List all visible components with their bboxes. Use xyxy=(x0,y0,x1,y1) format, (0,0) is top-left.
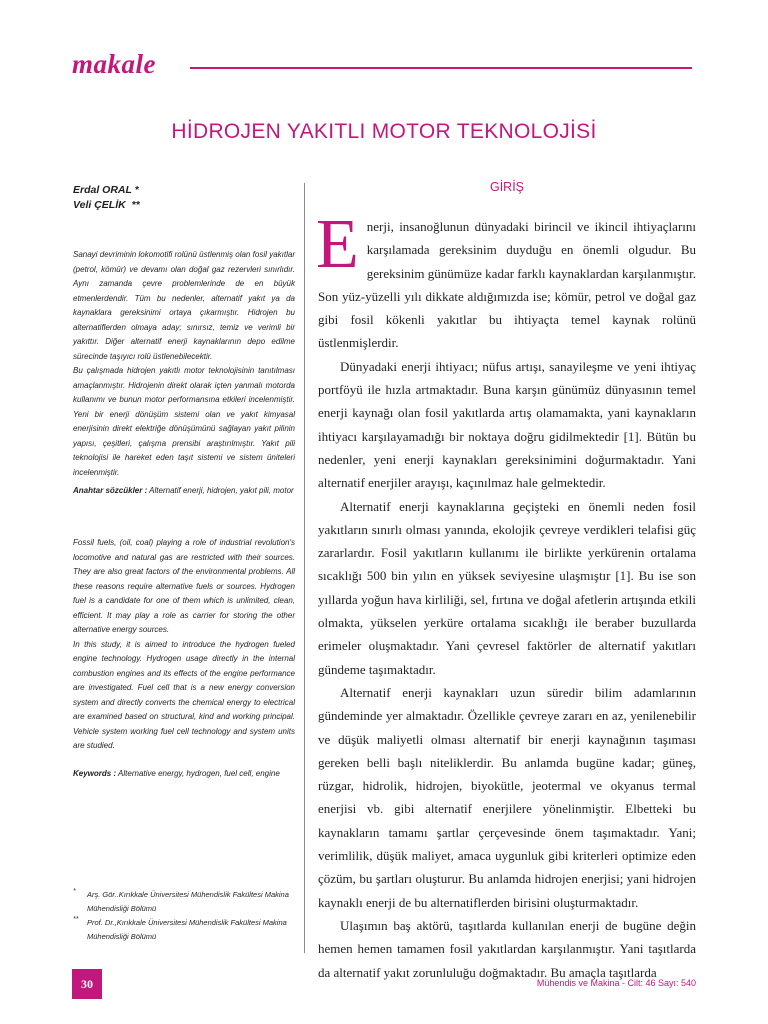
abstract-turkish xyxy=(73,248,295,480)
body-text xyxy=(316,206,696,984)
page-number: 30 xyxy=(72,969,102,999)
abstract-tr-paragraph: Sanayi devriminin lokomotifi rolünü üstlenmiş olan fosil yakıtlar (petrol, kömür) ve devamı olan doğal gaz rezervleri sınırlıdır. Aynı zamanda çevre problemlerinde de en büyük etmenlerdendir. Tüm bu nedenler, alternatif yakıt ya da kaynaklara gereksinimi ortaya çıkarmıştır. Hidrojen bu alternatiflerden olmaya aday; sınırsız, temiz ve verimli bir yakıttır. Diğer alternatif enerji kaynaklarının depo edilme sürecinde taşıyıcı rolü üstlenebilecektir. xyxy=(73,250,295,361)
journal-info: Mühendis ve Makina - Cilt: 46 Sayı: 540 xyxy=(536,978,696,988)
keywords-turkish xyxy=(73,484,295,499)
keywords-en-text: Alternative energy, hydrogen, fuel cell, engine xyxy=(116,769,280,778)
keywords-tr-text: Alternatif enerji, hidrojen, yakıt pili, motor xyxy=(147,486,294,495)
article-title: HİDROJEN YAKITLI MOTOR TEKNOLOJİSİ xyxy=(171,120,597,143)
body-paragraph: Dünyadaki enerji ihtiyacı; nüfus artışı, sanayileşme ve yeni ihtiyaç portföyü ile hızla artmaktadır. Buna karşın günümüz dünyasının temel enerji kaynağı olan fosil yakıtlarda artış olamamakta, yani kaynakların ihtiyacı karşılayamadığı bir noktaya doğru gidilmektedir [1]. Bütün bu nedenler, yeni enerji kaynakları gereksinimini doğurmaktadır. Yani alternatif enerjiler arayışı, kaçınılmaz hale gelmektedir. xyxy=(318,358,696,491)
body-paragraph: Ulaşımın baş aktörü, taşıtlarda kullanılan enerji de bugüne değin hemen hemen tamamen fosil yakıtlardan karşılanmıştır. Yani taşıtlarda da alternatif yakıt zorunluluğu doğmaktadır. Bu amaçla taşıtlarda xyxy=(318,917,696,980)
footnote-text: Prof. Dr.,Kırıkkale Üniversitesi Mühendislik Fakültesi Makina Mühendisliği Bölümü xyxy=(87,918,287,941)
drop-cap: E xyxy=(316,206,359,283)
footnote xyxy=(73,916,295,944)
authors: Erdal ORAL * Veli ÇELİK ** xyxy=(73,184,140,211)
author-footnotes xyxy=(73,888,295,944)
footnote-mark: * xyxy=(73,888,76,895)
header-rule xyxy=(190,67,692,69)
body-paragraph: Alternatif enerji kaynakları uzun süredir bilim adamlarının gündeminde yer almaktadır. Özellikle çevreye zararı en az, yenilenebilir ve düşük maliyetli olması alternatif bir enerji kaynağının taşıması gereken belli başlı niteliklerdir. Bu anlamda bugüne kadar; güneş, rüzgar, hidrolik, hidrojen, biyokütle, jeotermal ve okyanus termal enerjisi vb. gibi alternatif enerjilere yönelinmiştir. Elbetteki bu kaynakların tamamı şartlar çerçevesinde önem taşımaktadır. Yani; verimlilik, düşük maliyet, amaca uygunluk gibi kriterleri optimize eden çözüm, bu şartları oluşturur. Bu anlamda hidrojen enerjisi; yani hidrojen kaynaklı enerji de bu alternatiflerden birisini oluşturmaktadır. xyxy=(318,684,696,910)
abstract-en-paragraph: In this study, it is aimed to introduce the hydrogen fueled engine technology. Hydrogen usage directly in the internal combustion engines and its effects of the engine performance are investigated. Fuel cell that is a new energy conversion system and directly converts the chemical energy to electrical are examined based on structural, kind and working principal. Vehicle system working fuel cell technology and system units are studied. xyxy=(73,639,295,750)
body-paragraph xyxy=(316,206,696,355)
keywords-en-label: Keywords : xyxy=(73,769,117,778)
body-paragraph: Alternatif enerji kaynaklarına geçişteki en önemli neden fosil yakıtların sınırlı olması yanında, ekolojik çevreye verdikleri telafisi güç zararlardır. Fosil yakıtların kullanımı ile birlikte yerkürenin ortalama sıcaklığı 500 bin yılın en yüksek seviyesine ulaşmıştır [1]. Bu ise son yıllarda yoğun hava kirliliği, sel, fırtına ve doğal afetlerin artışında etkili olmakta, yükselen yerküre ortalama sıcaklığı ile beraber buzullarda erimeler oluşmaktadır. Yani çevresel faktörler de alternatif yakıtları gündeme taşımaktadır. xyxy=(318,498,696,677)
keywords-tr-label: Anahtar sözcükler : xyxy=(73,486,148,495)
footnote-text: Arş. Gör..Kırıkkale Üniversitesi Mühendislik Fakültesi Makina Mühendisliği Bölümü xyxy=(87,890,289,913)
abstract-tr-paragraph: Bu çalışmada hidrojen yakıtlı motor teknolojisinin tanıtılması amaçlanmıştır. Hidrojenin direkt olarak içten yanmalı motorda kullanımı ve bunun motor performansına etkileri incelenmiştir. Yeni bir enerji dönüşüm sistemi olan ve yakıt kimyasal enerjisinin direkt elektriğe dönüşümünü sağlayan yakıt pilinin yapısı, çeşitleri, çalışma prensibi araştırılmıştır. Yakıt pili teknolojisi ile hareket eden taşıt sistemi ve sistem üniteleri incelenmiştir. xyxy=(73,366,295,477)
footnote-mark: ** xyxy=(73,916,79,923)
section-label: makale xyxy=(72,49,156,79)
abstract-english xyxy=(73,536,295,754)
column-divider xyxy=(304,183,305,953)
abstract-en-paragraph: Fossil fuels, (oil, coal) playing a role of industrial revolution's locomotive and natural gas are restricted with their sources. They are also great factors of the environmental problems. All these reasons require alternative fuels or sources. Hydrogen fuel is a candidate for one of them which is unlimited, clean, efficient. It may play a role as carrier for storing the other alternative energy sources. xyxy=(73,538,295,634)
footnote xyxy=(73,888,295,916)
body-paragraph-text: nerji, insanoğlunun dünyadaki birincil ve ikincil ihtiyaçlarını karşılamada gereksinim duyduğu en önemli olgudur. Bu gereksinim günümüze kadar farklı kaynaklardan karşılanmıştır. Son yüz-yüzelli yılı dikkate aldığımızda ise; kömür, petrol ve doğal gaz gibi fosil kökenli yakıtlar bu ihtiyaçta temel kaynak rolünü üstlenmişlerdir. xyxy=(318,219,696,351)
keywords-english xyxy=(73,767,295,782)
section-heading: GİRİŞ xyxy=(489,180,525,194)
